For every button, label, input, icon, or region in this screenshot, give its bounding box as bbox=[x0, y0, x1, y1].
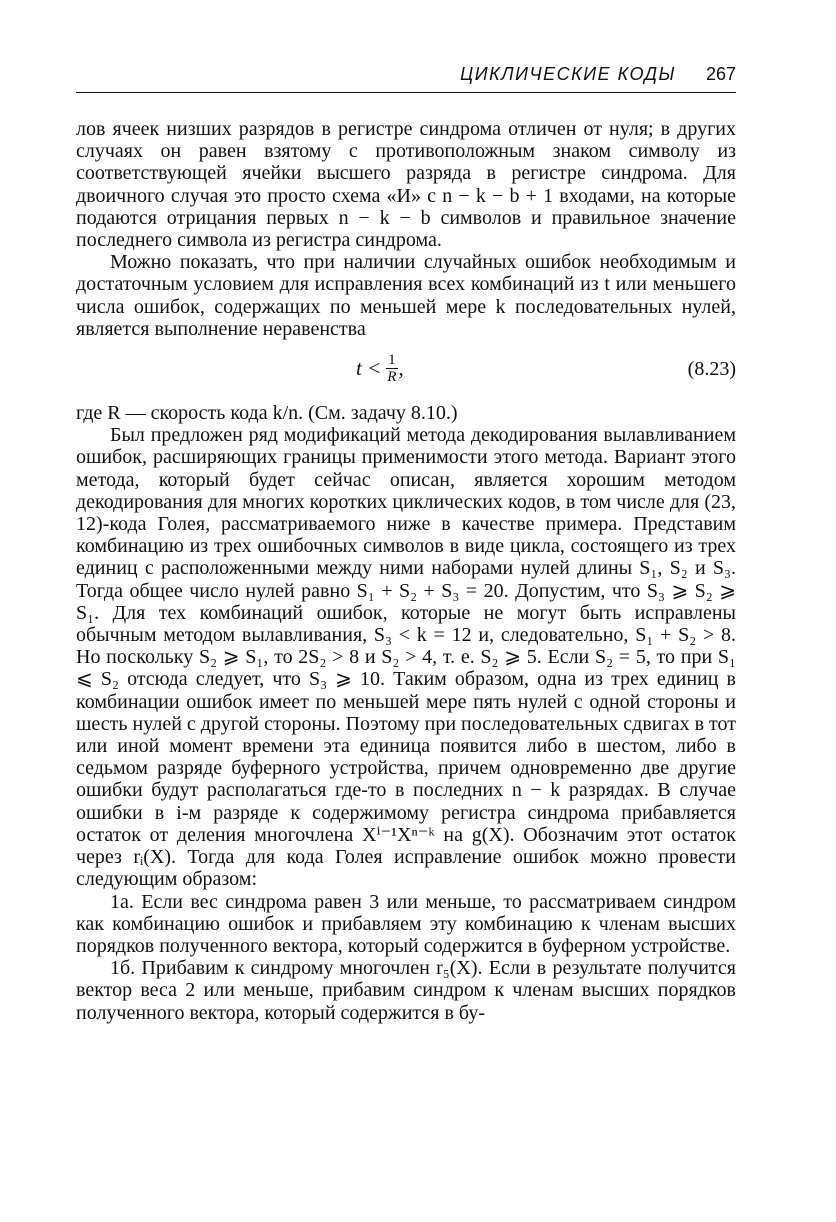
running-title: ЦИКЛИЧЕСКИЕ КОДЫ bbox=[460, 64, 676, 84]
page-number: 267 bbox=[705, 64, 736, 84]
equation-denominator: R bbox=[387, 369, 397, 386]
paragraph-step-1b: 1б. Прибавим к синдрому многочлен r₅(X). Если в результате получится вектор веса 2 или меньше, прибавим синдром к членам высших порядков полученного вектора, который содержится в бу- bbox=[76, 957, 736, 1024]
page-body bbox=[76, 118, 736, 1024]
paragraph-step-1a: 1а. Если вес синдрома равен 3 или меньше, то рассматриваем синдром как комбинацию ошибок и прибавляем эту комбинацию к членам высших порядков полученного вектора, который содержится в буферном устройстве. bbox=[76, 890, 736, 957]
equation-fraction bbox=[385, 352, 398, 385]
page-header bbox=[76, 62, 736, 93]
equation-formula bbox=[356, 352, 404, 385]
paragraph-3: где R — скорость кода k/n. (См. задачу 8.10.) bbox=[76, 402, 458, 425]
paragraph-1: лов ячеек низших разрядов в регистре синдрома отличен от нуля; в других случаях он равен взятому с противоположным знаком символу из соответствующей ячейки высшего разряда в регистре синдрома. Для двоичного случая это просто схема «И» с n − k − b + 1 входами, на которые подаются отрицания первых n − k − b символов и правильное значение последнего символа из регистра синдрома. bbox=[76, 118, 736, 252]
equation-number: (8.23) bbox=[687, 358, 736, 381]
paragraph-4: Был предложен ряд модификаций метода декодирования вылавливанием ошибок, расширяющих границы применимости этого метода. Вариант этого метода, который будет сейчас описан, является хорошим методом декодирования для многих коротких циклических кодов, в том числе для (23, 12)-кода Голея, рассматриваемого ниже в качестве примера. Представим комбинацию из трех ошибочных символов в виде цикла, состоящего из трех единиц с расположенными между ними наборами нулей длины S₁, S₂ и S₃. Тогда общее число нулей равно S₁ + S₂ + S₃ = 20. Допустим, что S₃ ⩾ S₂ ⩾ S₁. Для тех комбинаций ошибок, которые не могут быть исправлены обычным методом вылавливания, S₃ < k = 12 и, следовательно, S₁ + S₂ > 8. Но поскольку S₂ ⩾ S₁, то 2S₂ > 8 и S₂ > 4, т. е. S₂ ⩾ 5. Если S₂ = 5, то при S₁ ⩽ S₂ отсюда следует, что S₃ ⩾ 10. Таким образом, одна из трех единиц в комбинации ошибок имеет по меньшей мере пять нулей с одной стороны и шесть нулей с другой стороны. Поэтому при последовательных сдвигах в тот или иной момент времени эта единица появится либо в шестом, либо в седьмом разряде буферного устройства, причем одновременно две другие ошибки будут располагаться где-то в последних n − k разрядах. В случае ошибки в i-м разряде к содержимому регистра синдрома прибавляется остаток от деления многочлена Xⁱ⁻¹Xⁿ⁻ᵏ на g(X). Обозначим этот остаток через rᵢ(X). Тогда для кода Голея исправление ошибок можно провести следующим образом: bbox=[76, 424, 736, 891]
equation-numerator: 1 bbox=[388, 352, 396, 369]
equation-8-23 bbox=[76, 340, 736, 402]
paragraph-2: Можно показать, что при наличии случайных ошибок необходимым и достаточным условием для исправления всех комбинаций из t или меньшего числа ошибок, содержащих по меньшей мере k последовательных нулей, является выполнение неравенства bbox=[76, 251, 736, 340]
equation-lhs: t < bbox=[356, 356, 382, 381]
equation-trail: , bbox=[398, 356, 404, 381]
